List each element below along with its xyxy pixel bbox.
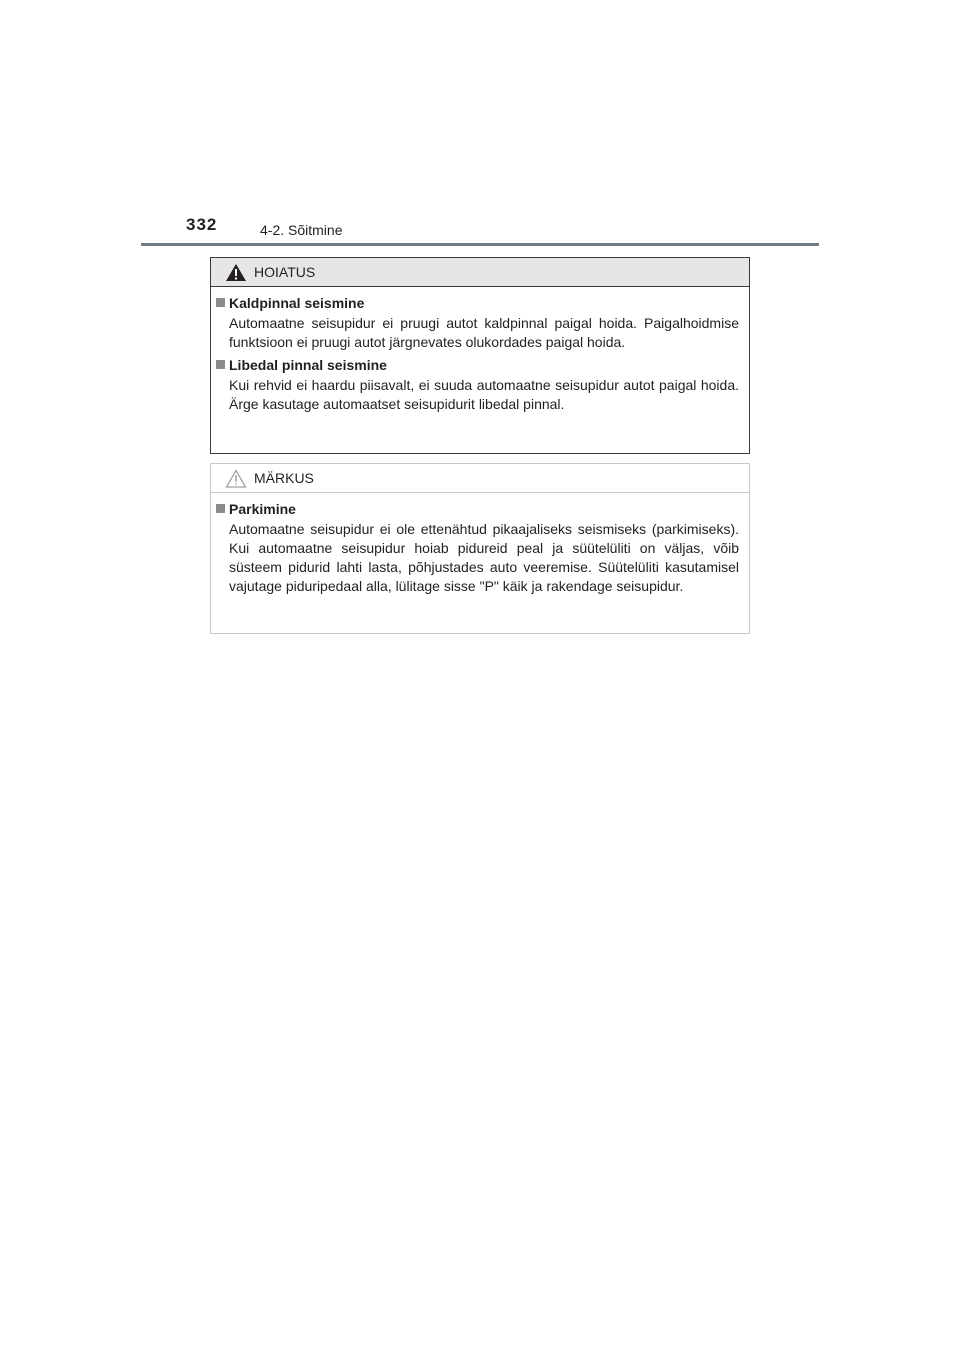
notice-box	[210, 463, 750, 634]
warning-item-title: Libedal pinnal seismine	[229, 357, 387, 373]
notice-item-text: Automaatne seisupidur ei ole ettenähtud pikaajaliseks seismiseks (parkimiseks). Kui automaatne seisupidur hoiab pidureid peal ja süütelüliti on väljas, võib süsteem pidurid lahti lasta, põhjustades auto veeremise. Süütelüliti kasutamisel vajutage piduripedaal alla, lülitage sisse "P" käik ja rakendage seisupidur.	[229, 521, 739, 594]
warning-header	[211, 258, 749, 287]
page-number: 332	[186, 215, 218, 234]
notice-header	[211, 464, 749, 493]
notice-triangle-icon	[225, 469, 247, 488]
square-bullet-icon	[216, 504, 225, 513]
notice-item	[216, 499, 739, 596]
header-rule	[141, 243, 819, 246]
square-bullet-icon	[216, 360, 225, 369]
warning-box	[210, 257, 750, 454]
warning-triangle-icon	[225, 263, 247, 282]
warning-item	[216, 355, 739, 414]
warning-label: HOIATUS	[254, 264, 316, 280]
warning-item-text: Automaatne seisupidur ei pruugi autot kaldpinnal paigal hoida. Paigalhoidmise funktsioon ei pruugi autot järgnevates olukordades paigal hoida.	[229, 315, 739, 350]
notice-label: MÄRKUS	[254, 470, 314, 486]
warning-item-title: Kaldpinnal seismine	[229, 295, 365, 311]
warning-item	[216, 293, 739, 352]
section-title: 4-2. Sõitmine	[260, 222, 343, 238]
warning-item-text: Kui rehvid ei haardu piisavalt, ei suuda automaatne seisupidur autot paigal hoida. Ärge kasutage automaatset seisupidurit libedal pinnal.	[229, 377, 739, 412]
square-bullet-icon	[216, 298, 225, 307]
notice-item-title: Parkimine	[229, 501, 296, 517]
